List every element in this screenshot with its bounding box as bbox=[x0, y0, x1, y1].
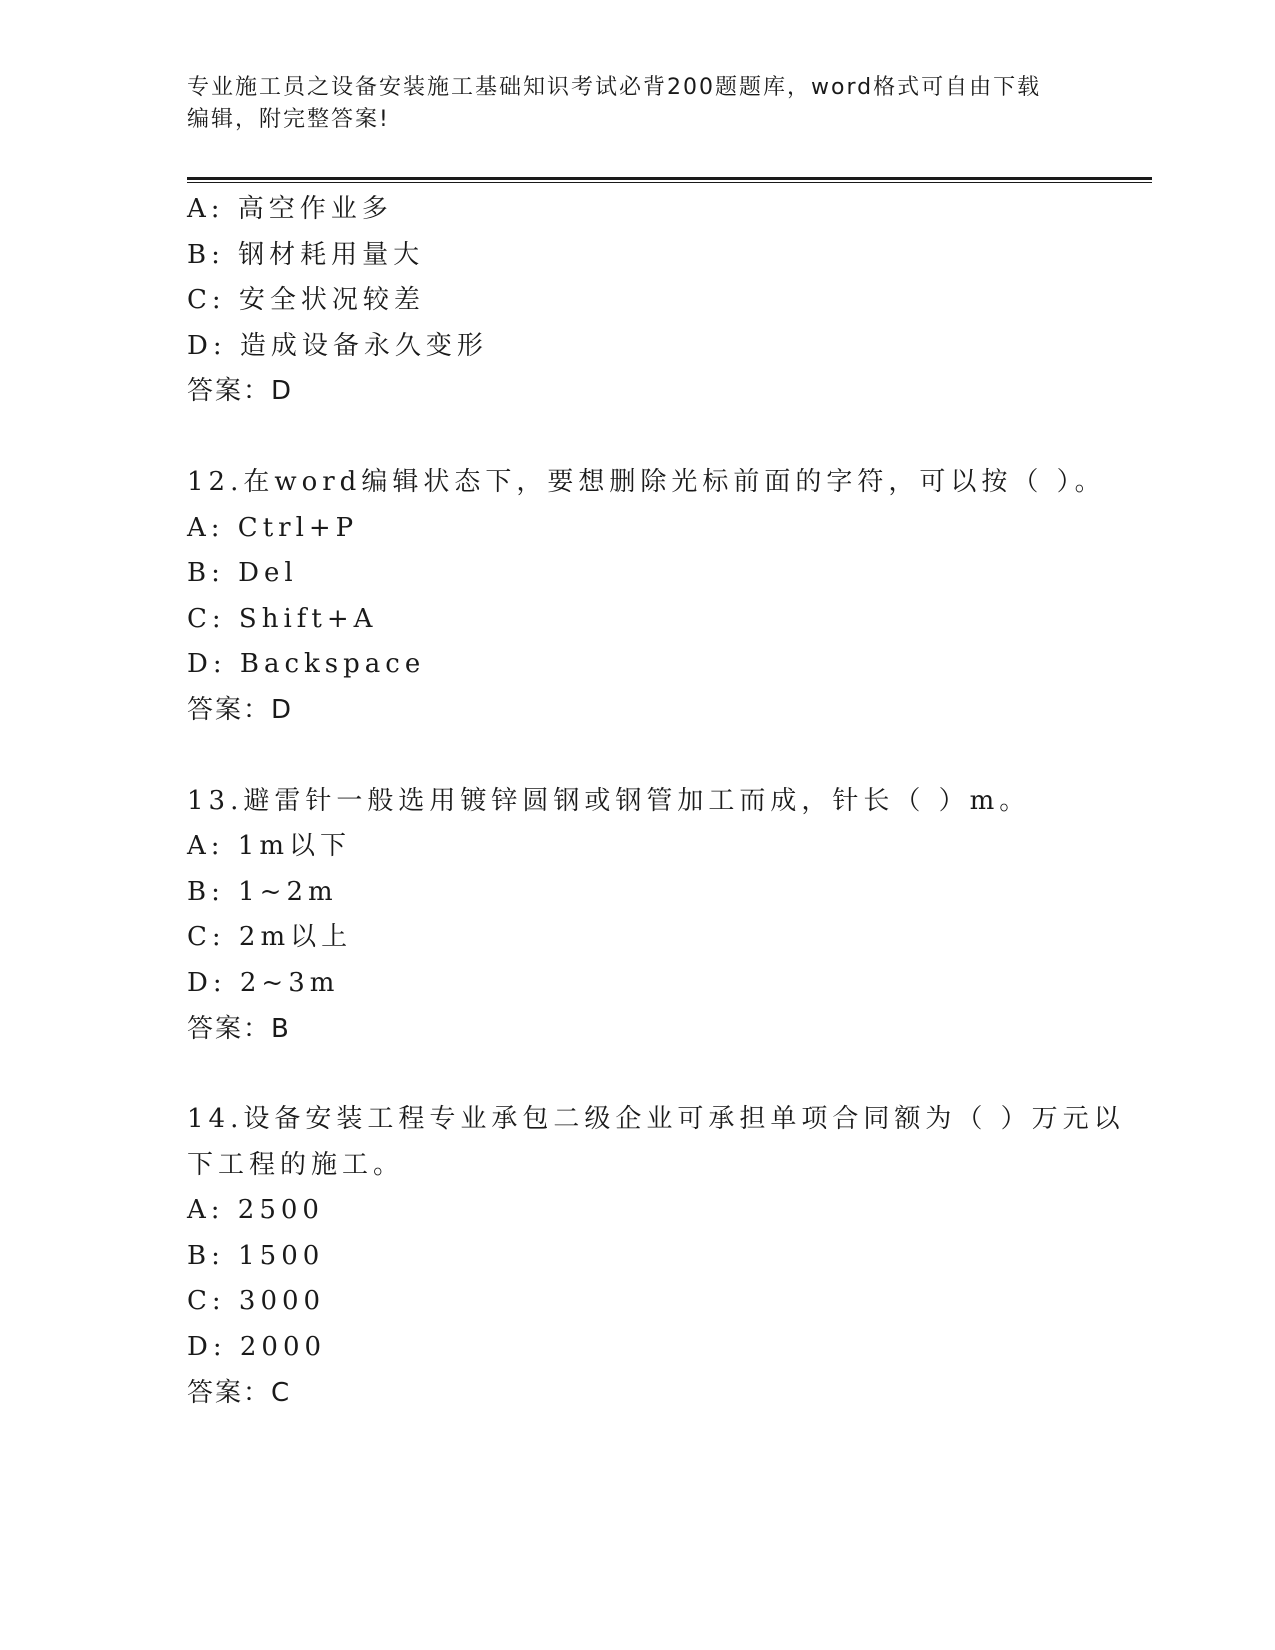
document-header bbox=[187, 72, 1087, 136]
question-text-line-2: 下工程的施工。 bbox=[187, 1149, 405, 1180]
question-block-13 bbox=[187, 779, 1107, 1053]
question-list bbox=[187, 187, 1125, 1416]
option-d: D: 2~3m bbox=[187, 967, 340, 998]
option-b: B: 1~2m bbox=[187, 876, 338, 907]
option-a: A: 高空作业多 bbox=[187, 194, 393, 224]
header-divider-thin bbox=[187, 182, 1152, 183]
option-b: B: Del bbox=[187, 558, 298, 589]
question-spacer bbox=[187, 734, 1107, 779]
option-c: C: 安全状况较差 bbox=[187, 285, 425, 316]
option-d: D: Backspace bbox=[187, 649, 426, 680]
question-block-14 bbox=[187, 1097, 1125, 1416]
option-a: A: 1m以下 bbox=[187, 831, 351, 862]
option-d: D: 2000 bbox=[187, 1332, 327, 1363]
question-block-11 bbox=[187, 187, 1107, 415]
option-c: C: 2m以上 bbox=[187, 922, 353, 953]
question-spacer bbox=[187, 1052, 1107, 1097]
header-divider-thick bbox=[187, 177, 1152, 180]
option-c: C: 3000 bbox=[187, 1286, 326, 1317]
header-title-line-2: 编辑，附完整答案! bbox=[187, 107, 390, 132]
answer-line: 答案：B bbox=[187, 1013, 291, 1044]
answer-line: 答案：D bbox=[187, 376, 294, 407]
option-a: A: 2500 bbox=[187, 1195, 324, 1226]
option-a: A: Ctrl+P bbox=[187, 512, 359, 543]
answer-line: 答案：C bbox=[187, 1377, 292, 1408]
question-block-12 bbox=[187, 460, 1107, 734]
question-text: 13.避雷针一般选用镀锌圆钢或钢管加工而成，针长（ ）m。 bbox=[187, 785, 1031, 816]
question-spacer bbox=[187, 415, 1107, 460]
option-d: D: 造成设备永久变形 bbox=[187, 330, 488, 361]
option-b: B: 钢材耗用量大 bbox=[187, 239, 425, 270]
option-b: B: 1500 bbox=[187, 1240, 325, 1271]
option-c: C: Shift+A bbox=[187, 603, 378, 634]
answer-line: 答案：D bbox=[187, 694, 294, 725]
question-text: 12.在word编辑状态下，要想删除光标前面的字符，可以按（ ）。 bbox=[187, 466, 1106, 497]
question-text-line-1: 14.设备安装工程专业承包二级企业可承担单项合同额为（ ）万元以 bbox=[187, 1104, 1125, 1135]
header-title-line-1: 专业施工员之设备安装施工基础知识考试必背200题题库，word格式可自由下载 bbox=[187, 75, 1042, 100]
